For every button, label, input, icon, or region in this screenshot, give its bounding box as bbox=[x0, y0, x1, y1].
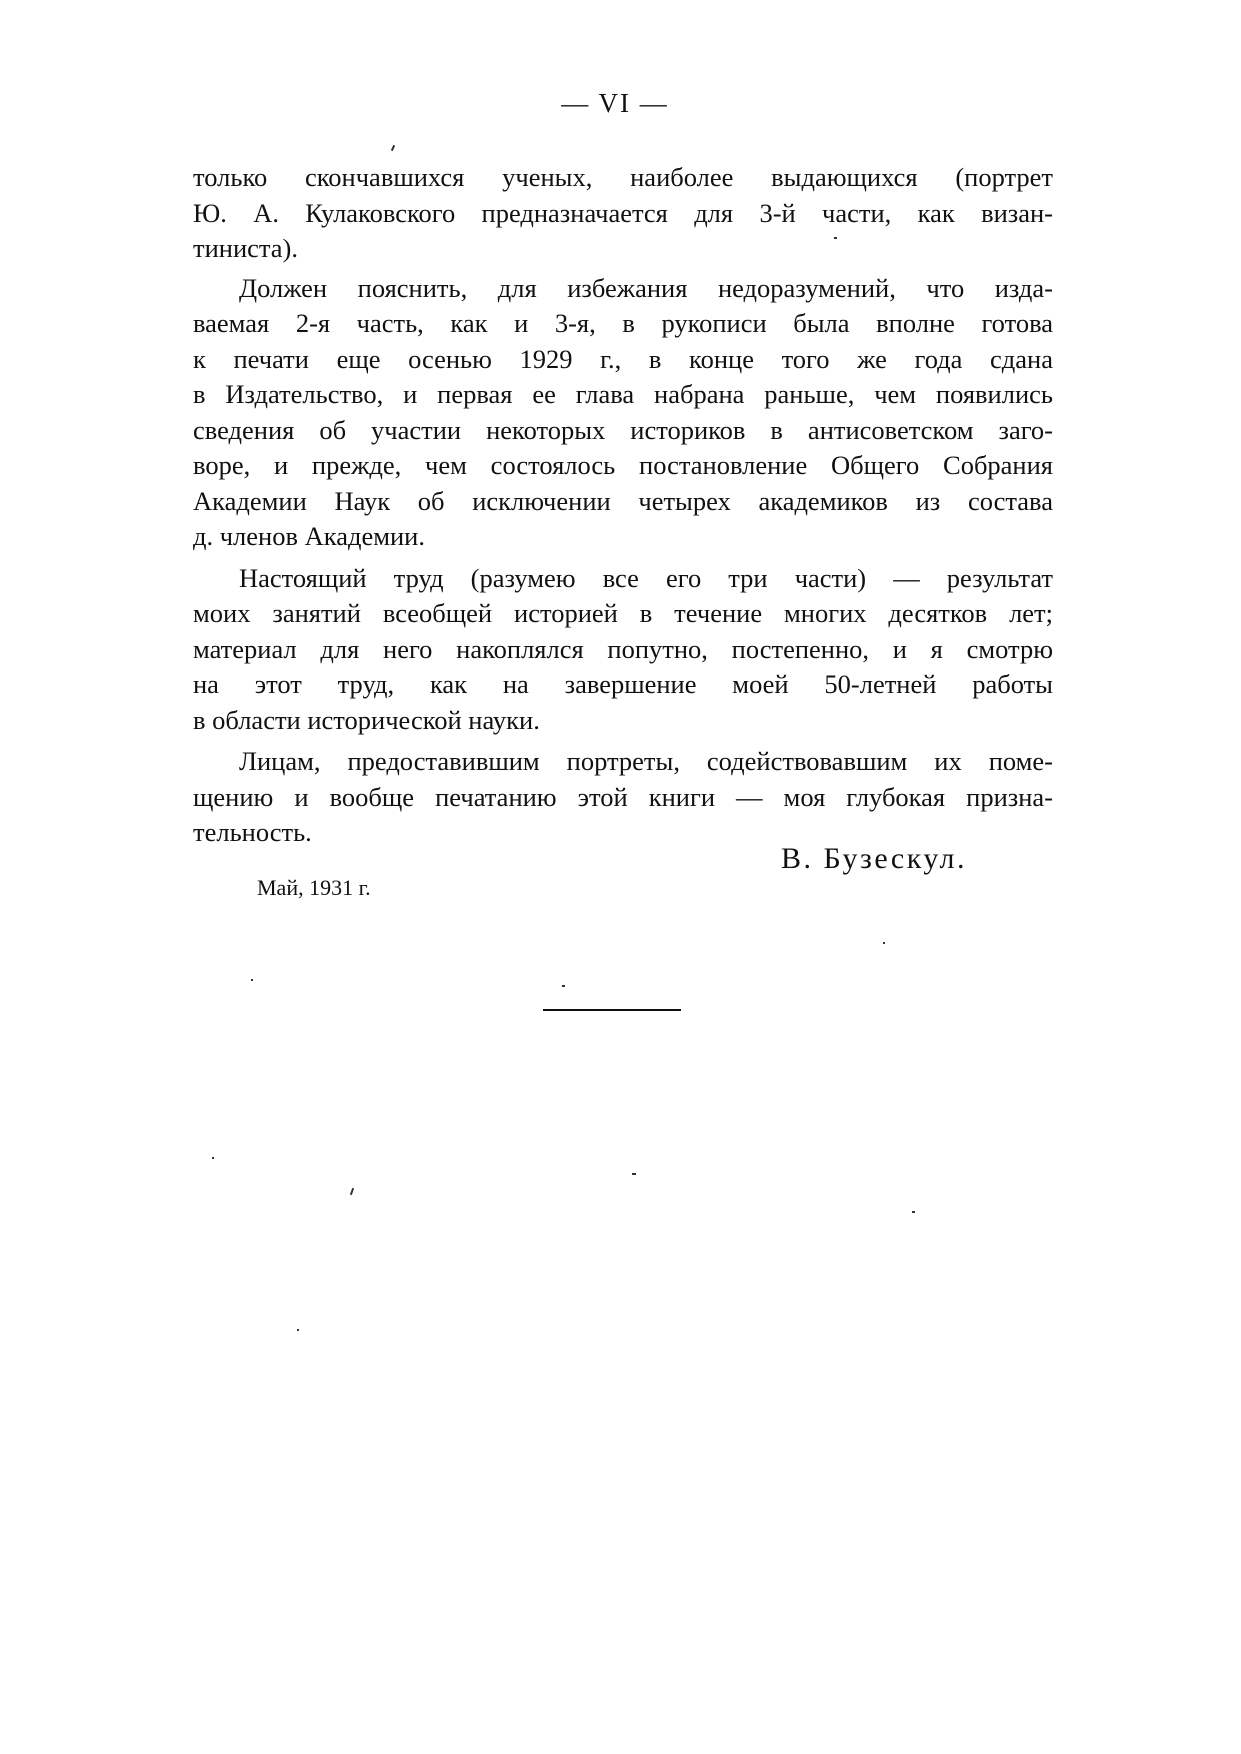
scan-speck bbox=[297, 1329, 299, 1331]
scan-speck bbox=[391, 145, 395, 151]
text-line: ваемая 2-я часть, как и 3-я, в рукописи была вполне готова bbox=[193, 308, 1053, 338]
text-line: д. членов Академии. bbox=[193, 521, 425, 551]
text-line: сведения об участии некоторых историков в антисоветском заго- bbox=[193, 414, 1053, 445]
scan-speck bbox=[632, 1173, 636, 1175]
text-line: материал для него накоплялся попутно, постепенно, и я смотрю bbox=[193, 633, 1053, 664]
end-rule-divider bbox=[543, 1009, 681, 1011]
text-line: тиниста). bbox=[193, 233, 299, 263]
text-line: щению и вообще печатанию этой книги — моя глубокая призна- bbox=[193, 781, 1053, 812]
scan-speck bbox=[562, 985, 565, 987]
author-signature: В. Бузескул. bbox=[781, 842, 968, 875]
paragraph-1 bbox=[193, 160, 1053, 267]
text-line: Академии Наук об исключении четырех академиков из состава bbox=[193, 485, 1053, 516]
text-line: к печати еще осенью 1929 г., в конце того же года сдана bbox=[193, 343, 1053, 374]
paragraph-4 bbox=[193, 744, 1053, 851]
text-line: только скончавшихся ученых, наиболее выдающихся (портрет bbox=[193, 162, 1053, 192]
page-number: — VI — bbox=[561, 88, 669, 118]
text-line: воре, и прежде, чем состоялось постановление Общего Собрания bbox=[193, 450, 1053, 480]
text-line: на этот труд, как на завершение моей 50-летней работы bbox=[193, 669, 1053, 699]
paragraph-2 bbox=[193, 271, 1053, 555]
text-line: тельность. bbox=[193, 817, 312, 847]
scan-speck bbox=[912, 1211, 915, 1213]
scan-speck bbox=[251, 979, 253, 981]
text-line: Лицам, предоставившим портреты, содействовавшим их поме- bbox=[239, 746, 1053, 776]
text-line: Ю. А. Кулаковского предназначается для 3-й части, как визан- bbox=[193, 197, 1053, 228]
scan-speck bbox=[212, 1157, 214, 1159]
scan-speck bbox=[883, 942, 885, 944]
scan-speck bbox=[350, 1188, 354, 1195]
text-line: моих занятий всеобщей историей в течение многих десятков лет; bbox=[193, 598, 1053, 628]
body-text bbox=[193, 160, 1053, 851]
text-line: Должен пояснить, для избежания недоразумений, что изда- bbox=[239, 272, 1053, 303]
text-line: в Издательство, и первая ее глава набрана раньше, чем появились bbox=[193, 379, 1053, 409]
paragraph-3 bbox=[193, 561, 1053, 739]
text-line: Настоящий труд (разумею все его три части) — результат bbox=[239, 562, 1053, 593]
date-line: Май, 1931 г. bbox=[257, 875, 371, 900]
text-line: в области исторической науки. bbox=[193, 704, 540, 735]
scan-speck bbox=[834, 237, 837, 239]
